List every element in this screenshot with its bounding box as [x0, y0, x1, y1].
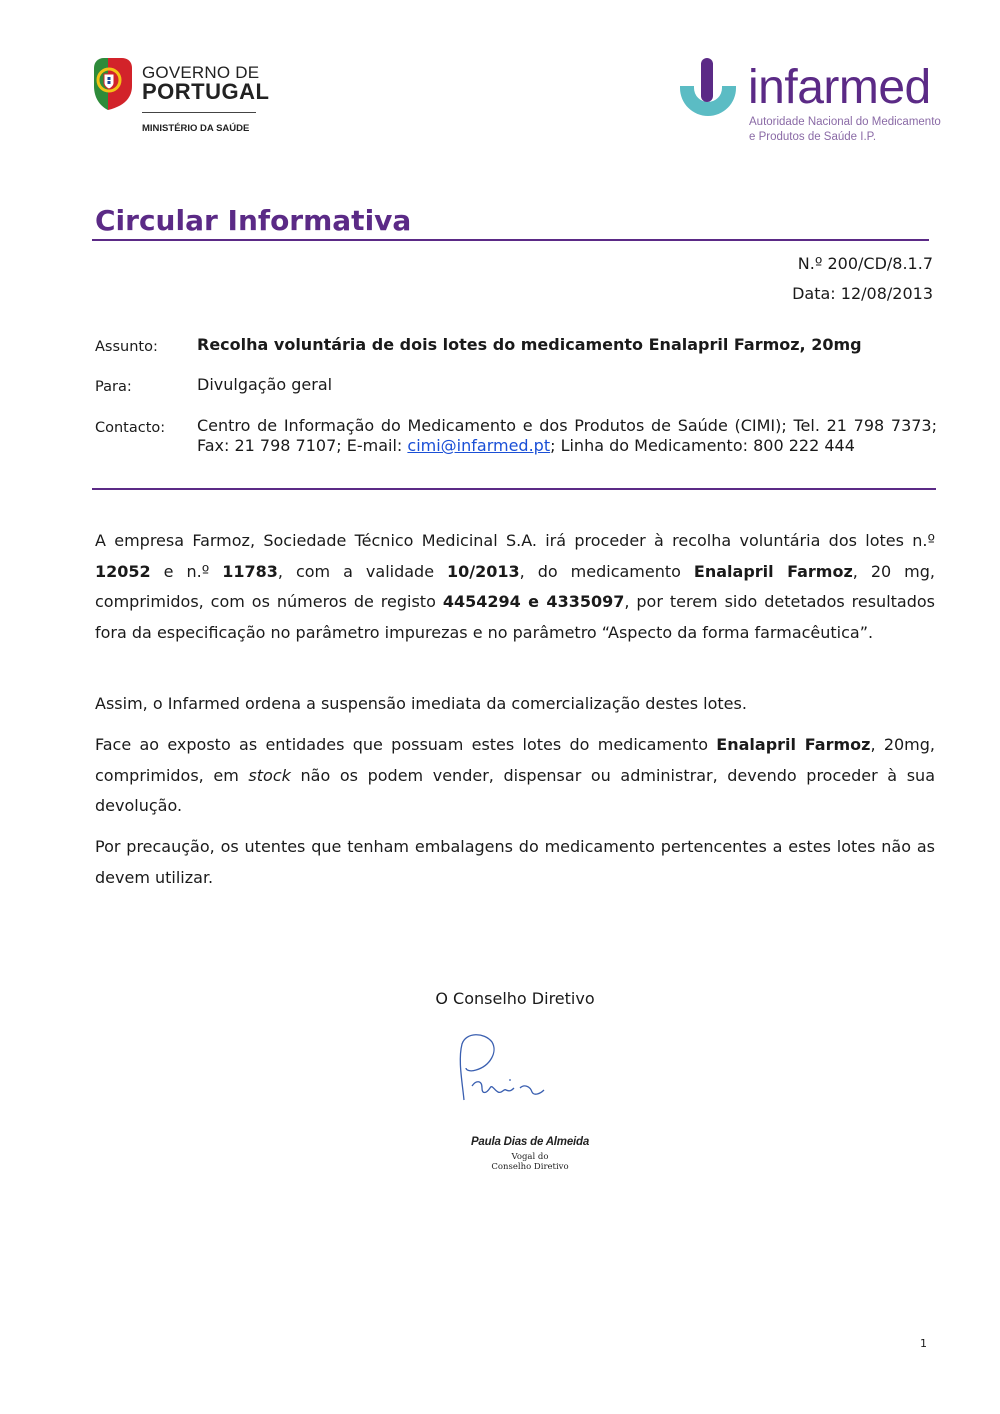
body-paragraph-1	[95, 526, 935, 648]
signatory-name: Paula Dias de Almeida	[470, 1136, 590, 1148]
gov-logo-ministry: MINISTÉRIO DA SAÚDE	[142, 123, 250, 134]
gov-logo-line1: GOVERNO DE	[142, 63, 260, 82]
signature-title: O Conselho Diretivo	[435, 989, 595, 1008]
assunto-value: Recolha voluntária de dois lotes do medicamento Enalapril Farmoz, 20mg	[197, 335, 862, 354]
lot-number-2: 11783	[222, 561, 278, 581]
document-title: Circular Informativa	[95, 204, 412, 237]
infarmed-subtitle-line2: e Produtos de Saúde I.P.	[749, 131, 877, 143]
p3-text-1: Face ao exposto as entidades que possuam estes lotes do medicamento	[95, 735, 717, 754]
p1-text-5: , 20 mg, comprimidos, com os números de registo	[95, 561, 936, 612]
contacto-text-after: ; Linha do Medicamento: 800 222 444	[550, 436, 855, 455]
p3-text-3: não os podem vender, dispensar ou administrar, devendo proceder à sua devolução.	[95, 765, 935, 816]
validity-date: 10/2013	[447, 561, 520, 581]
portugal-emblem-icon	[92, 56, 134, 112]
medicine-name: Enalapril Farmoz	[693, 561, 853, 581]
governo-portugal-logo	[92, 56, 270, 140]
title-divider	[92, 239, 929, 241]
date-value: 12/08/2013	[840, 284, 933, 303]
contacto-value	[197, 416, 937, 456]
page-number: 1	[920, 1337, 927, 1350]
document-reference: N.º 200/CD/8.1.7	[797, 254, 933, 273]
p3-italic-stock: stock	[248, 765, 291, 785]
p1-text-4: , do medicamento	[519, 561, 694, 581]
lot-number-1: 12052	[95, 561, 151, 581]
p1-text-3: , com a validade	[277, 561, 448, 581]
gov-logo-line2: PORTUGAL	[142, 79, 270, 104]
body-paragraph-2: Assim, o Infarmed ordena a suspensão imediata da comercialização destes lotes.	[95, 694, 747, 713]
body-paragraph-4: Por precaução, os utentes que tenham embalagens do medicamento pertencentes a estes lotes não as devem utilizar.	[95, 837, 935, 887]
body-paragraph-3	[95, 730, 935, 822]
meta-divider	[92, 488, 936, 490]
para-value: Divulgação geral	[197, 375, 333, 394]
signatory-role-line2: Conselho Diretivo	[491, 1162, 569, 1172]
signatory-role-line1: Vogal do	[511, 1152, 549, 1162]
infarmed-wordmark: infarmed	[748, 61, 931, 114]
date-label: Data:	[792, 284, 836, 303]
infarmed-logo	[676, 58, 941, 148]
contacto-label: Contacto:	[95, 420, 166, 436]
email-link[interactable]: cimi@infarmed.pt	[407, 436, 551, 455]
para-label: Para:	[95, 379, 132, 395]
medicine-name: Enalapril Farmoz	[716, 735, 871, 754]
registration-numbers: 4454294 e 4335097	[442, 592, 625, 612]
p1-text-2: e n.º	[150, 561, 223, 581]
p3-text-2: , 20mg, comprimidos, em	[95, 735, 935, 785]
gov-logo-divider	[142, 112, 256, 113]
document-date	[792, 284, 933, 304]
handwritten-signature	[454, 1030, 554, 1108]
infarmed-emblem-icon	[676, 58, 740, 122]
p1-text-1: A empresa Farmoz, Sociedade Técnico Medicinal S.A. irá proceder à recolha voluntária dos lotes n.º	[95, 531, 935, 550]
contacto-text-before: Centro de Informação do Medicamento e dos Produtos de Saúde (CIMI); Tel. 21 798 7373; Fax: 21 798 7107; E-mail:	[197, 416, 937, 455]
p1-text-6: , por terem sido detetados resultados fora da especificação no parâmetro impurezas e no parâmetro “Aspecto da forma farmacêutica”.	[95, 592, 935, 642]
assunto-label: Assunto:	[95, 339, 158, 355]
infarmed-subtitle-line1: Autoridade Nacional do Medicamento	[749, 116, 941, 128]
